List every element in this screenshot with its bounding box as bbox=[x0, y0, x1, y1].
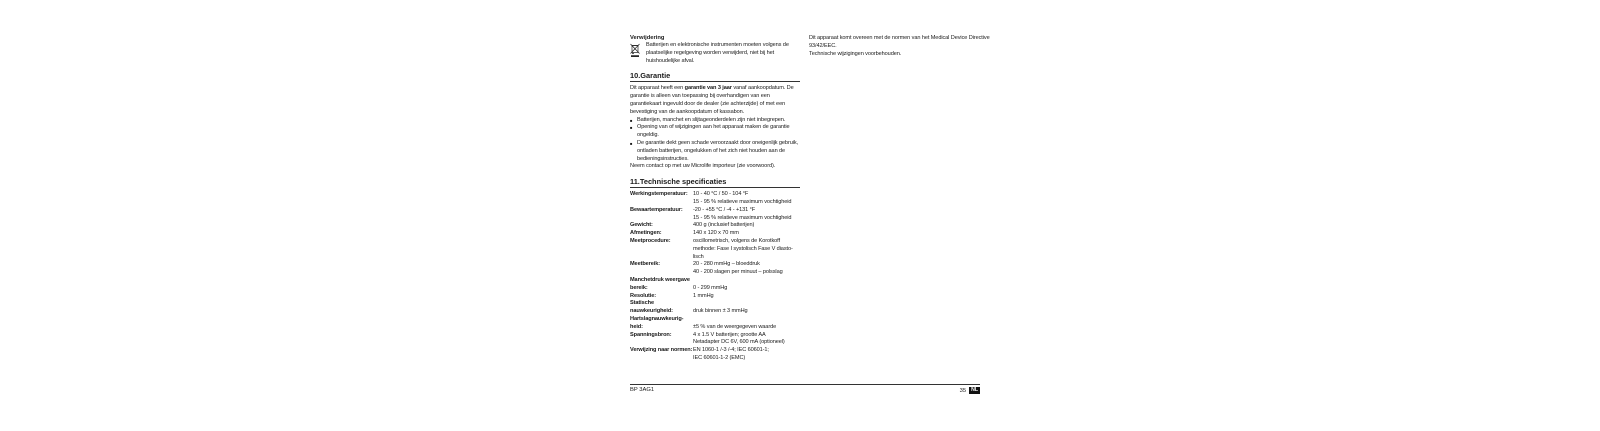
spec-value: 1 mmHg bbox=[693, 292, 714, 299]
disposal-section bbox=[630, 34, 800, 65]
spec-value: 400 g (inclusief batterijen) bbox=[693, 222, 755, 229]
spec-row bbox=[630, 261, 800, 277]
spec-value: oscillometrisch, volgens de Korotkoff methode: Fase I systolisch Fase V diasto-lisch bbox=[693, 237, 793, 260]
spec-row bbox=[630, 222, 800, 230]
right-column bbox=[809, 35, 994, 58]
spec-row bbox=[630, 277, 800, 293]
spec-value: -20 - +55 °C / -4 - +131 °F 15 - 95 % relatieve maximum vochtigheid bbox=[693, 206, 792, 221]
warranty-contact: Neem contact op met uw Microlife importeur (zie voorwoord). bbox=[630, 163, 776, 170]
spec-value: druk binnen ± 3 mmHg bbox=[693, 308, 748, 315]
warranty-exclusions-list bbox=[630, 117, 800, 164]
spec-value: 140 x 120 x 70 mm bbox=[693, 230, 739, 237]
spec-label: Spanningsbron: bbox=[630, 331, 672, 338]
warranty-intro bbox=[630, 85, 800, 116]
spec-label: Bewaartemperatuur: bbox=[630, 206, 683, 213]
warranty-period: garantie van 3 jaar bbox=[684, 85, 732, 92]
spec-label: Statische nauwkeurigheid: bbox=[630, 300, 673, 315]
compliance-text: Dit apparaat komt overeen met de normen van het Medical Device Directive 93/42/EEC. bbox=[809, 35, 990, 49]
left-column bbox=[630, 34, 800, 363]
specs-table bbox=[630, 191, 800, 363]
list-item: ■ Opening van of wijzigingen aan het apparaat maken de garantie ongeldig. bbox=[630, 124, 800, 140]
spec-label: Hartslagnauwkeurig-heid: bbox=[630, 315, 684, 330]
spec-row bbox=[630, 207, 800, 223]
spec-value: ±5 % van de weergegeven waarde bbox=[693, 323, 777, 330]
spec-label: Afmetingen: bbox=[630, 230, 662, 237]
page-number: 35 bbox=[959, 387, 967, 394]
spec-row bbox=[630, 332, 800, 348]
disposal-heading: Verwijdering bbox=[630, 35, 665, 41]
spec-row bbox=[630, 191, 800, 207]
spec-row bbox=[630, 238, 800, 261]
warranty-title: 10.Garantie bbox=[630, 71, 800, 82]
warranty-intro-start: Dit apparaat heeft een bbox=[630, 85, 685, 92]
spec-label: Manchetdruk weergave bereik: bbox=[630, 276, 690, 291]
spec-row bbox=[630, 300, 800, 316]
specs-title: 11.Technische specificaties bbox=[630, 177, 800, 188]
spec-row bbox=[630, 230, 800, 238]
page-marker bbox=[960, 387, 980, 394]
spec-label: Resolutie: bbox=[630, 292, 657, 299]
spec-label: Gewicht: bbox=[630, 222, 653, 229]
spec-row bbox=[630, 316, 800, 332]
list-item: ■ De garantie dekt geen schade veroorzaakt door oneigenlijk gebruik, ontladen batterijen, ongelukken of het zich niet houden aan de bedieningsinstructies. bbox=[630, 140, 800, 163]
spec-value: 10 - 40 °C / 50 - 104 °F 15 - 95 % relatieve maximum vochtigheid bbox=[693, 191, 792, 205]
spec-value: 20 - 280 mmHg – bloeddruk 40 - 200 slagen per minuut – polsslag bbox=[693, 261, 783, 276]
spec-value: EN 1060-1 /-3 /-4; IEC 60601-1; IEC 60601-1-2 (EMC) bbox=[693, 347, 769, 361]
warranty-intro-end: vanaf aankoopdatum. De garantie is alleen van toepassing bij overhandigen van een garantiekaart ingevuld door de dealer (zie achterzijde) of met een bevestiging van de aankoopdatum of kassabon. bbox=[630, 85, 794, 115]
page-footer bbox=[630, 384, 980, 394]
spec-value: 4 x 1.5 V batterijen; grootte AA Netadapter DC 6V, 600 mA (optioneel) bbox=[693, 331, 785, 346]
spec-row bbox=[630, 293, 800, 301]
language-badge: NL bbox=[971, 387, 978, 393]
spec-row bbox=[630, 347, 800, 363]
disposal-text: Batterijen en elektronische instrumenten moeten volgens de plaatselijke regelgeving worden verwijderd, niet bij het huishoudelijke afval. bbox=[646, 42, 789, 64]
spec-label: Verwijzing naar normen: bbox=[630, 347, 693, 354]
spec-label: Meetprocedure: bbox=[630, 237, 671, 244]
spec-label: Meetbereik: bbox=[630, 261, 660, 268]
spec-label: Werkingstemperatuur: bbox=[630, 191, 688, 198]
changes-reserved-text: Technische wijzigingen voorbehouden. bbox=[809, 50, 902, 57]
spec-value: 0 - 299 mmHg bbox=[693, 284, 728, 291]
crossed-out-wheelie-bin-icon bbox=[630, 43, 640, 65]
model-name: BP 3AG1 bbox=[630, 387, 655, 393]
list-item: ■ Batterijen, manchet en slijtageonderdelen zijn niet inbegrepen. bbox=[630, 117, 800, 125]
